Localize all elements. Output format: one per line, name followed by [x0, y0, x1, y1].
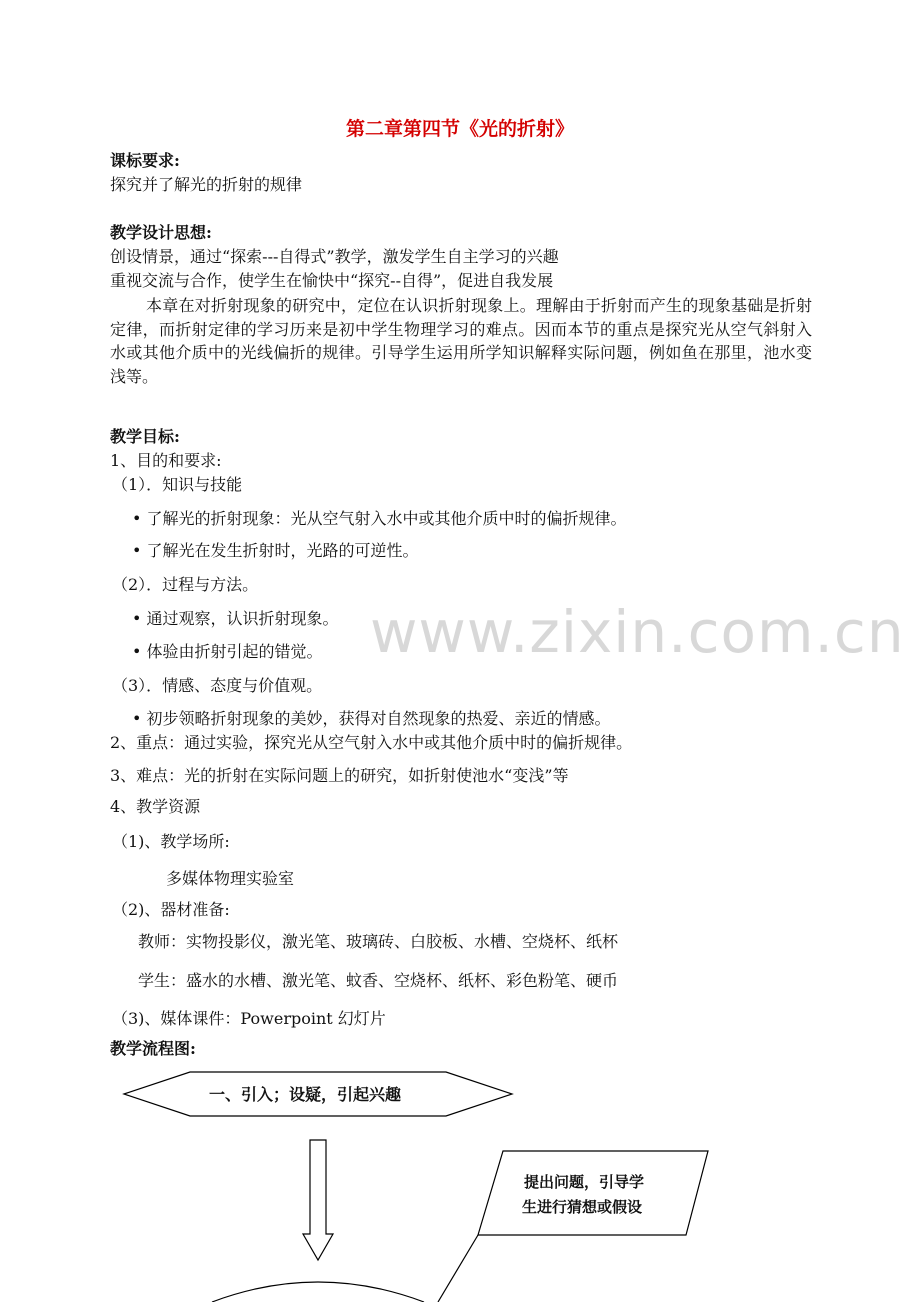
design-line-2: 重视交流与合作，使学生在愉快中“探究--自得”，促进自我发展 [110, 271, 554, 290]
resource-1-text: 多媒体物理实验室 [166, 869, 295, 888]
resource-2-teacher: 教师：实物投影仪，激光笔、玻璃砖、白胶板、水槽、空烧杯、纸杯 [138, 932, 619, 951]
flowchart-step-1: 一、引入；设疑，引起兴趣 [209, 1085, 402, 1104]
objective-item-2: 2、重点：通过实验，探究光从空气射入水中或其他介质中时的偏折规律。 [110, 733, 633, 752]
objective-item-3: 3、难点：光的折射在实际问题上的研究，如折射使池水“变浅”等 [110, 766, 569, 785]
objective-bullet: • 通过观察，认识折射现象。 [132, 609, 339, 628]
objective-bullet: • 了解光在发生折射时，光路的可逆性。 [132, 541, 419, 560]
flowchart-heading: 教学流程图: [110, 1039, 196, 1058]
page-title: 第二章第四节《光的折射》 [345, 118, 574, 140]
resource-2-student: 学生：盛水的水槽、激光笔、蚊香、空烧杯、纸杯、彩色粉笔、硬币 [138, 971, 619, 990]
objective-sub-3: （3）．情感、态度与价值观。 [112, 676, 323, 695]
curriculum-text: 探究并了解光的折射的规律 [110, 175, 303, 194]
objective-bullet: • 初步领略折射现象的美妙，获得对自然现象的热爱、亲近的情感。 [132, 709, 611, 728]
flowchart-note-line-1: 提出问题，引导学 [524, 1173, 645, 1191]
objectives-heading: 教学目标: [110, 427, 180, 446]
flowchart-note-line-2: 生进行猜想或假设 [522, 1198, 643, 1216]
design-paragraph: 本章在对折射现象的研究中，定位在认识折射现象上。理解由于折射而产生的现象基础是折射定律，而折射定律的学习历来是初中学生物理学习的难点。因而本节的重点是探究光从空气斜射入水或其他介质中的光线偏折的规律。引导学生运用所学知识解释实际问题，例如鱼在那里，池水变浅等。 [110, 296, 812, 386]
objective-item-4: 4、教学资源 [110, 797, 201, 816]
objective-sub-2: （2）．过程与方法。 [112, 575, 259, 594]
design-line-1: 创设情景，通过“探索---自得式”教学，激发学生自主学习的兴趣 [110, 247, 559, 266]
watermark: www.zixin.com.cn [370, 598, 905, 666]
resource-2-label: （2)、器材准备: [112, 900, 230, 919]
flowchart-ellipse-top [212, 1282, 424, 1302]
down-arrow-icon [303, 1140, 333, 1260]
curriculum-heading: 课标要求: [110, 151, 180, 170]
objective-bullet: • 体验由折射引起的错觉。 [132, 642, 323, 661]
flowchart-connector [438, 1235, 478, 1302]
design-heading: 教学设计思想: [110, 223, 212, 242]
objective-sub-1: （1）．知识与技能 [112, 475, 243, 494]
objective-bullet: • 了解光的折射现象：光从空气射入水中或其他介质中时的偏折规律。 [132, 509, 627, 528]
resource-1-label: （1)、教学场所: [112, 832, 230, 851]
resource-3-label: （3)、媒体课件：Powerpoint 幻灯片 [112, 1009, 386, 1028]
objective-item-1: 1、目的和要求: [110, 451, 222, 470]
